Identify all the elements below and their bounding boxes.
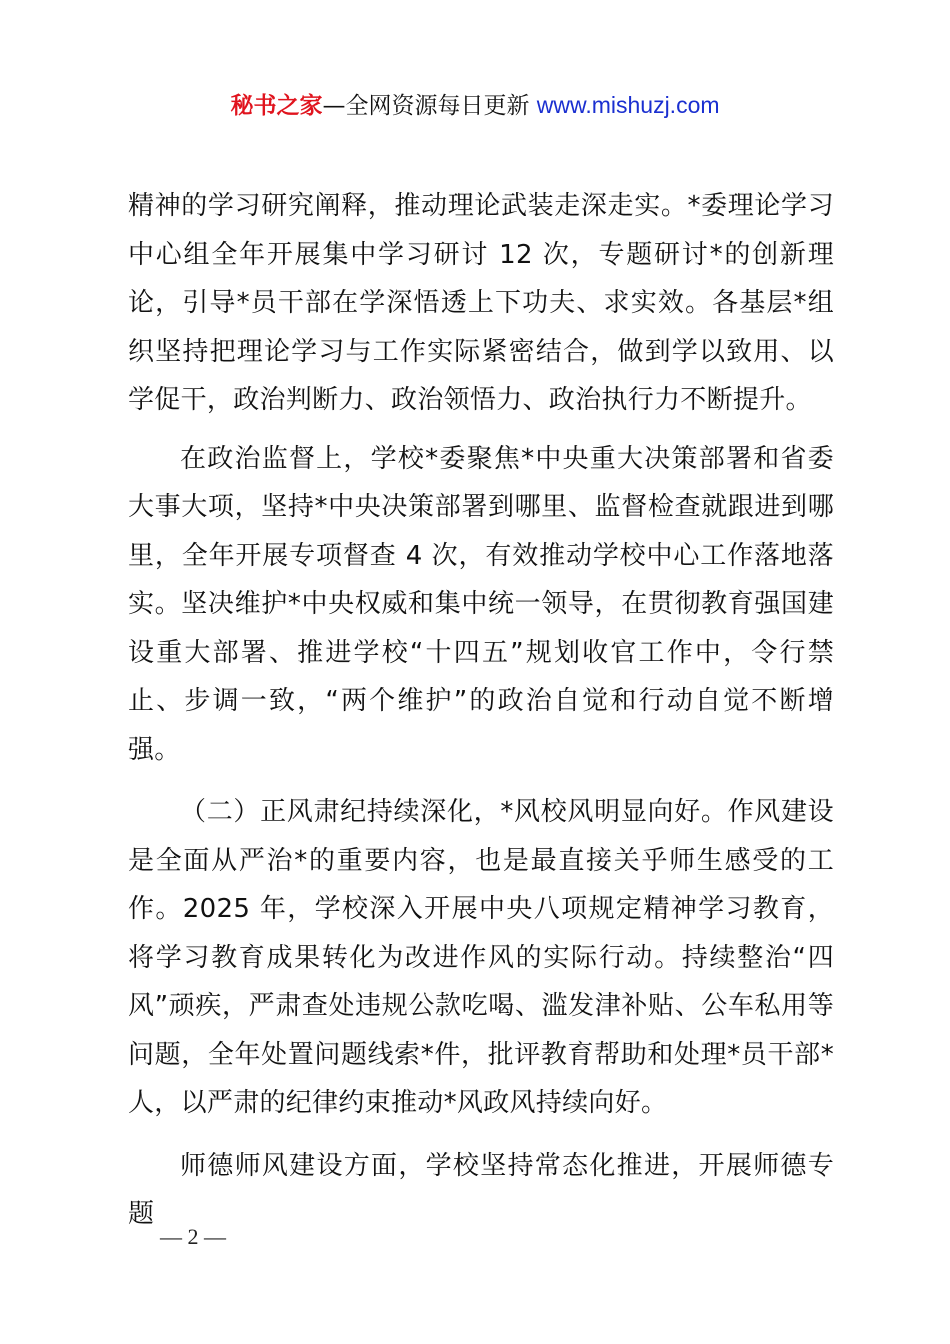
document-body bbox=[128, 182, 834, 1239]
page-number: — 2 — bbox=[160, 1224, 226, 1249]
paragraph-theory-study: 精神的学习研究阐释，推动理论武装走深走实。*委理论学习中心组全年开展集中学习研讨 12 次，专题研讨*的创新理论，引导*员干部在学深悟透上下功夫、求实效。各基层*组织坚持把理论学习与工作实际紧密结合，做到学以致用、以学促干，政治判断力、政治领悟力、政治执行力不断提升。 bbox=[128, 191, 834, 415]
paragraph-political-supervision: 在政治监督上，学校*委聚焦*中央重大决策部署和省委大事大项，坚持*中央决策部署到哪里、监督检查就跟进到哪里，全年开展专项督查 4 次，有效推动学校中心工作落地落实。坚决维护*中央权威和集中统一领导，在贯彻教育强国建设重大部署、推进学校“十四五”规划收官工作中，令行禁止、步调一致，“两个维护”的政治自觉和行动自觉不断增强。 bbox=[128, 443, 834, 765]
site-url-link[interactable]: www.mishuzj.com bbox=[536, 92, 720, 118]
site-tagline: —全网资源每日更新 bbox=[322, 93, 537, 119]
site-brand: 秘书之家 bbox=[230, 93, 323, 119]
site-header bbox=[0, 88, 950, 123]
paragraph-conduct-discipline: （二）正风肃纪持续深化，*风校风明显向好。作风建设是全面从严治*的重要内容，也是最直接关乎师生感受的工作。2025 年，学校深入开展中央八项规定精神学习教育，将学习教育成果转化为改进作风的实际行动。持续整治“四风”顽疾，严肃查处违规公款吃喝、滥发津补贴、公车私用等问题，全年处置问题线索*件，批评教育帮助和处理*员干部*人，以严肃的纪律约束推动*风政风持续向好。 bbox=[128, 797, 834, 1118]
paragraph-teacher-ethics: 师德师风建设方面，学校坚持常态化推进，开展师德专题 bbox=[128, 1150, 834, 1229]
